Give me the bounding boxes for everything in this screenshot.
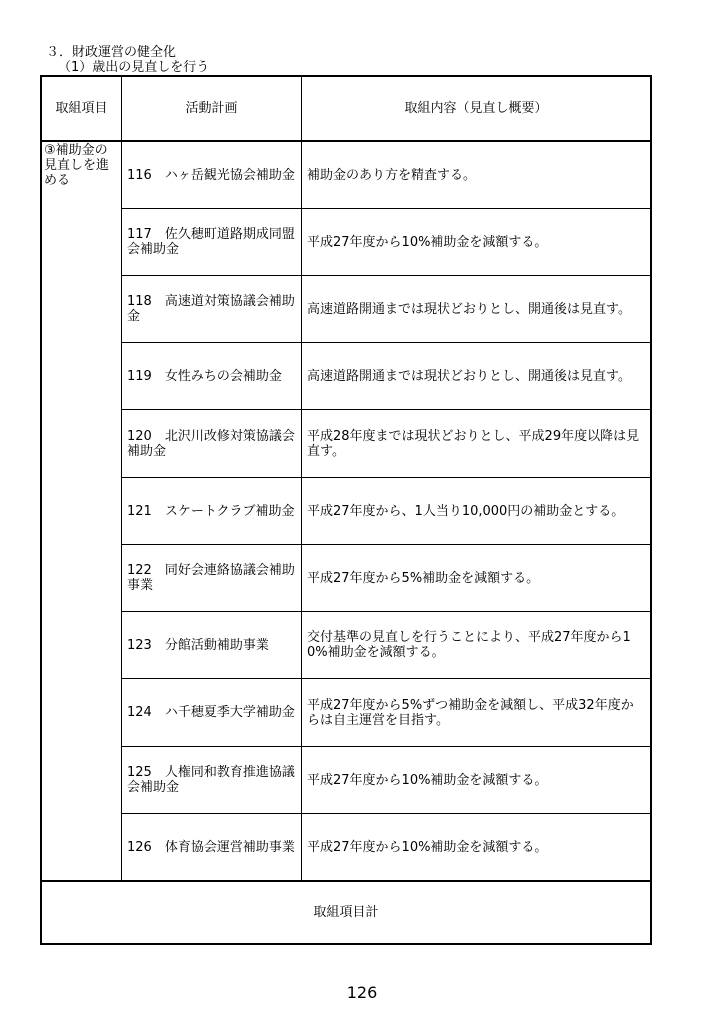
content-cell: 平成27年度から10%補助金を減額する。 xyxy=(307,839,548,855)
header-plan: 活動計画 xyxy=(185,101,238,116)
content-cell: 高速道路開通までは現状どおりとし、開通後は見直す。 xyxy=(307,368,631,384)
activity-cell: 122 同好会連絡協議会補助事業 xyxy=(127,563,295,593)
content-cell: 交付基準の見直しを行うことにより、平成27年度から10%補助金を減額する。 xyxy=(307,630,631,660)
activity-cell: 126 体育協会運営補助事業 xyxy=(127,839,295,855)
page-number: 126 xyxy=(346,983,378,1002)
activity-cell: 123 分館活動補助事業 xyxy=(127,637,269,653)
category-cell: ③補助金の見直しを進める xyxy=(44,143,110,188)
content-cell: 平成27年度から5%補助金を減額する。 xyxy=(307,570,540,586)
header-content: 取組内容（見直し概要） xyxy=(404,101,548,116)
content-cell: 高速道路開通までは現状どおりとし、開通後は見直す。 xyxy=(307,301,631,317)
activity-cell: 120 北沢川改修対策協議会補助金 xyxy=(127,428,295,459)
activity-cell: 121 スケートクラブ補助金 xyxy=(127,503,295,519)
content-cell: 平成27年度から、1人当り10,000円の補助金とする。 xyxy=(307,503,625,519)
activity-cell: 118 高速道対策協議会補助金 xyxy=(127,294,295,324)
content-cell: 補助金のあり方を精査する。 xyxy=(307,167,477,183)
subsection-title: （1）歳出の見直しを行う xyxy=(58,60,210,75)
content-cell: 平成27年度から5%ずつ補助金を減額し、平成32年度からは自主運営を目指す。 xyxy=(307,697,634,728)
content-cell: 平成27年度から10%補助金を減額する。 xyxy=(307,234,548,250)
activity-cell: 119 女性みちの会補助金 xyxy=(127,368,282,384)
content-cell: 平成28年度までは現状どおりとし、平成29年度以降は見直す。 xyxy=(307,428,640,459)
activity-cell: 117 佐久穂町道路期成同盟会補助金 xyxy=(127,227,295,257)
activity-cell: 125 人権同和教育推進協議会補助金 xyxy=(127,765,295,795)
content-cell: 平成27年度から10%補助金を減額する。 xyxy=(307,772,548,788)
header-item: 取組項目 xyxy=(55,101,108,116)
section-title: ３．財政運営の健全化 xyxy=(46,45,177,60)
measures-table xyxy=(40,75,652,945)
footer-total-label: 取組項目計 xyxy=(313,905,379,920)
activity-cell: 124 ハ千穂夏季大学補助金 xyxy=(127,705,295,720)
activity-cell: 116 ハヶ岳観光協会補助金 xyxy=(127,167,295,183)
